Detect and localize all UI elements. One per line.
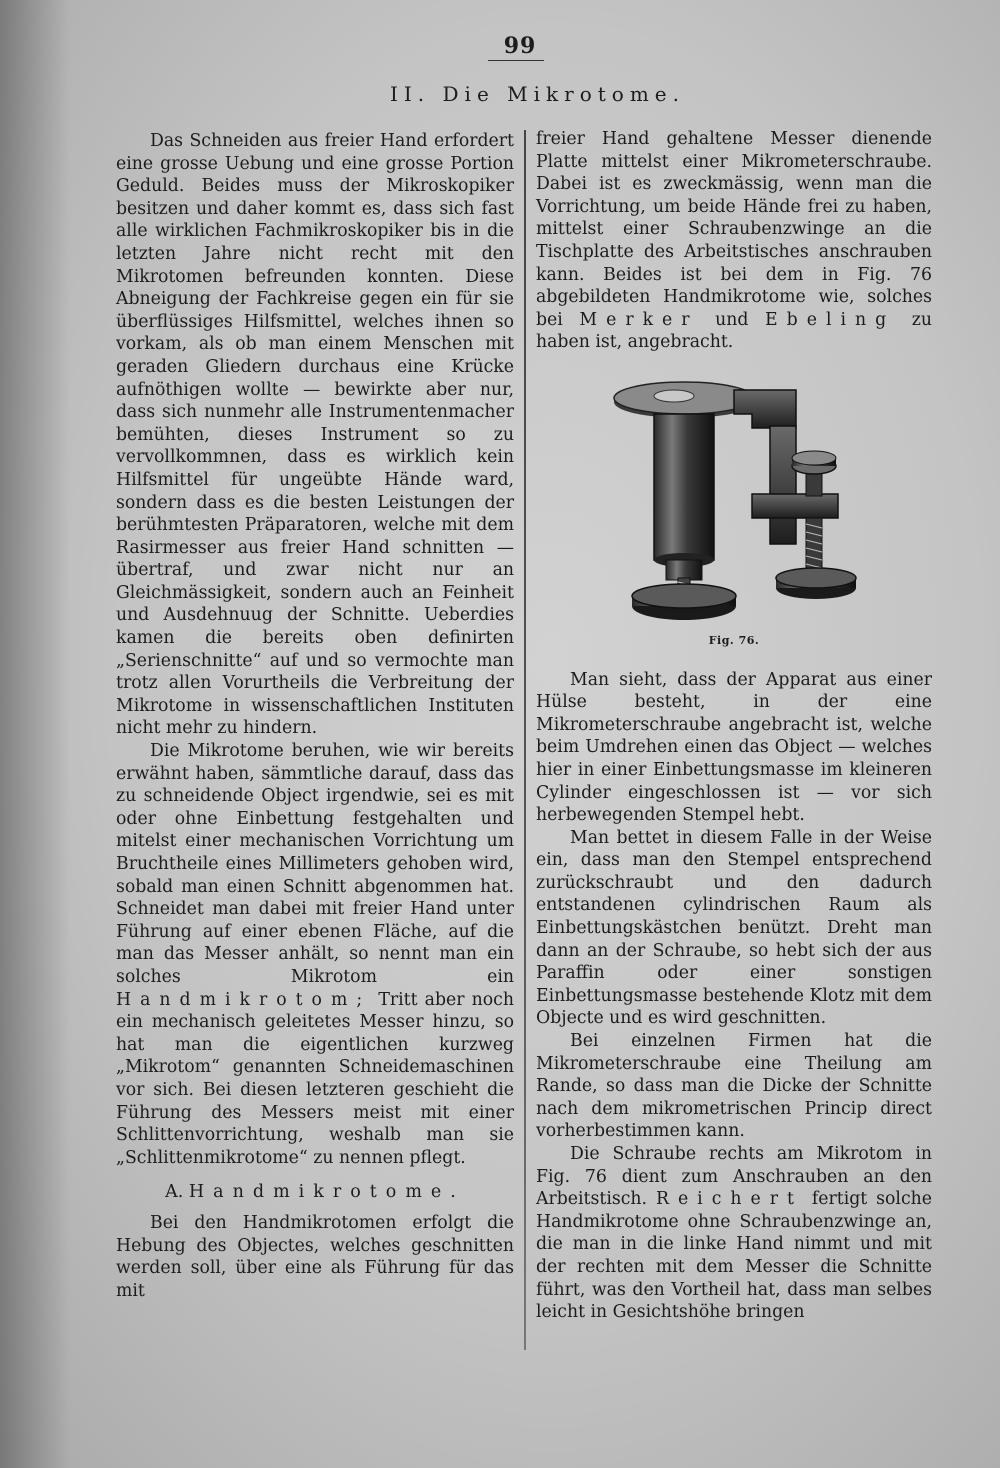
right-paragraph-4: Bei einzelnen Firmen hat die Mikrometerschraube eine Theilung am Rande, so dass man die Dicke der Schnitte nach dem mikrometrischen Princip direct vorherbestimmen kann. — [536, 1031, 932, 1142]
section-title: Handmikrotome. — [188, 1182, 465, 1203]
microtome-figure — [536, 374, 932, 628]
hand-microtome-illustration — [584, 374, 884, 628]
section-heading — [116, 1181, 514, 1204]
right-paragraph-1-text-a: freier Hand gehaltene Messer dienende Platte mittelst einer Mikrometerschraube. Dabei ist es zweckmässig, wenn man die Vorrichtung, um beide Hände frei zu haben, mittelst einer Schraubenzwinge an die Tischplatte des Arbeitstisches anschrauben kann. Beides ist bei dem in Fig. 76 abgebildeten Handmikrotome wie, solches bei — [536, 129, 932, 330]
right-paragraph-2: Man sieht, dass der Apparat aus einer Hülse besteht, in der eine Mikrometerschraube angebracht ist, welche beim Umdrehen einen das Object — welches hier in einer Einbettungsmasse im kleineren Cylinder eingeschlossen ist — vor sich herbewegenden Stempel hebt. — [536, 669, 932, 826]
right-paragraph-3: Man bettet in diesem Falle in der Weise ein, dass man den Stempel entsprechend zurückschraubt und den dadurch entstandenen cylindrischen Raum als Einbettungskästchen benützt. Dreht man dann an der Schraube, so hebt sich der aus Paraffin oder einer sonstigen Einbettungsmasse bestehende Klotz mit dem Objecte und es wird geschnitten. — [536, 827, 932, 1029]
left-column — [116, 130, 514, 1302]
page-number: 99 — [503, 33, 537, 59]
page-number-rule — [488, 60, 544, 61]
figure-caption: Fig. 76. — [708, 633, 760, 647]
binding-shadow — [0, 0, 70, 1468]
section-letter: A. — [165, 1182, 184, 1203]
right-column — [536, 128, 932, 1324]
right-paragraph-5-text-a: Die Schraube rechts am Mikrotom in Fig. 76 dient zum Anschrauben an den Arbeitstisch. — [536, 1144, 932, 1210]
right-paragraph-5 — [536, 1143, 932, 1324]
right-paragraph-1 — [536, 128, 932, 354]
name-merker: Merker — [579, 309, 699, 330]
name-reichert: Reichert — [655, 1189, 803, 1210]
handmikrotom-term: Handmikrotom; — [116, 989, 372, 1010]
left-paragraph-3: Bei den Handmikrotomen erfolgt die Hebung des Objectes, welches geschnitten werden soll, über eine als Führung für das mit — [116, 1212, 514, 1301]
column-divider — [524, 130, 526, 1350]
left-paragraph-2-text-b: Tritt aber noch ein mechanisch geleitetes Messer hinzu, so hat man die eigentlichen kurzweg „Mikrotom“ genannten Schneidemaschinen vor sich. Bei diesen letzteren geschieht die Führung des Messers meist mit einer Schlittenvorrichtung, weshalb man sie „Schlittenmikrotome“ zu nennen pflegt. — [116, 989, 514, 1168]
chapter-title: II. Die Mikrotome. — [390, 82, 685, 106]
word-und: und — [715, 309, 749, 330]
left-paragraph-2-text-a: Die Mikrotome beruhen, wie wir bereits erwähnt haben, sämmtliche darauf, dass das zu schneidende Object irgendwie, sei es mit oder ohne Einbettung festgehalten und mitelst einer mechanischen Vorrichtung um Bruchtheile eines Millimeters gehoben wird, sobald man einen Schnitt abgenommen hat. Schneidet man dabei mit freier Hand unter Führung auf einer ebenen Fläche, auf die man das Messer anhält, so nennt man ein solches Mikrotom ein — [116, 741, 514, 987]
left-paragraph-1: Das Schneiden aus freier Hand erfordert eine grosse Uebung und eine grosse Portion Geduld. Beides muss der Mikroskopiker besitzen und daher kommt es, dass sich fast alle wirklichen Fachmikroskopiker bis in die letzten Jahre nicht recht mit den Mikrotomen befreunden konnten. Diese Abneigung der Fachkreise gegen ein für sie überflüssiges Hilfsmittel, welches ihnen so vorkam, als ob man einem Menschen mit geraden Gliedern durchaus eine Krücke aufnöthigen wollte — bewirkte aber nur, dass sich nunmehr alle Instrumentenmacher bemühten, dieses Instrument so zu vervollkommnen, dass es wirklich kein Hilfsmittel für ungeübte Hände ward, sondern dass es die besten Leistungen der berühmtesten Präparatoren, welche mit dem Rasirmesser aus freier Hand schnitten — übertraf, und zwar nicht nur an Gleichmässigkeit, sondern auch an Feinheit und Ausdehnuug der Schnitte. Ueberdies kamen die bereits oben definirten „Serienschnitte“ auf und so vermochte man trotz allen Vorurtheils die Verbreitung der Mikrotome in wissenschaftlichen Instituten nicht mehr zu hindern. — [116, 131, 514, 739]
name-ebeling: Ebeling — [765, 309, 896, 330]
left-paragraph-2 — [116, 740, 514, 1169]
right-paragraph-5-text-b: fertigt solche Handmikrotome ohne Schraubenzwinge an, die man in die linke Hand nimmt und mit der rechten mit dem Messer die Schnitte führt, was den Vortheil hat, dass man selbes leicht in Gesichtshöhe bringen — [536, 1189, 932, 1323]
right-paragraph-1-text-b: zu haben ist, angebracht. — [536, 309, 933, 353]
